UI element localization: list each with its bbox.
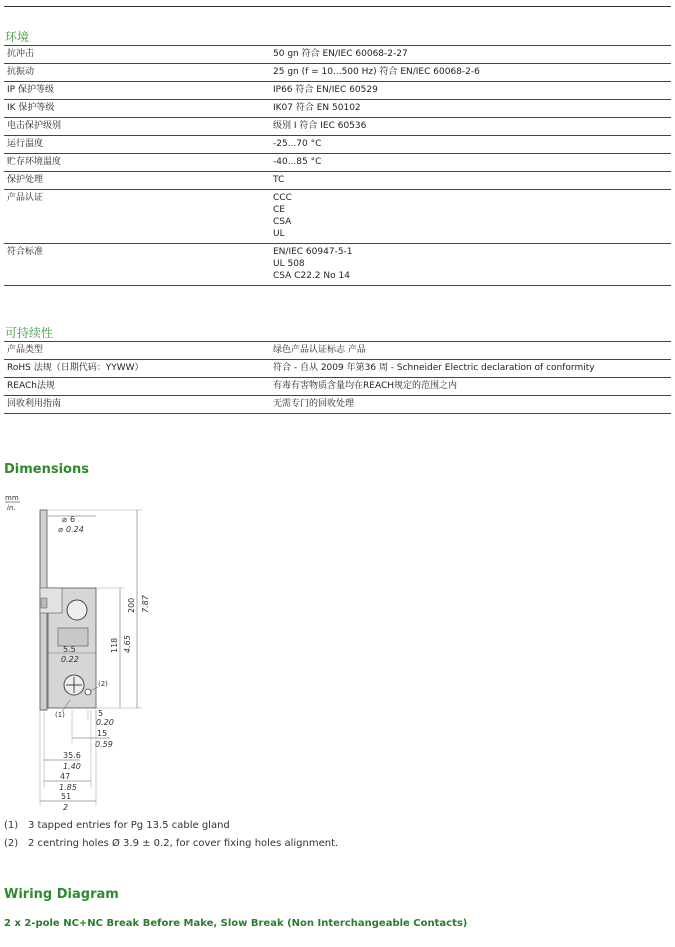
- spec-key: 贮存环境温度: [7, 157, 62, 167]
- spec-value: [270, 396, 671, 414]
- spec-value-line: 有毒有害物质含量均在REACH规定的范围之内: [273, 381, 457, 391]
- spec-value-line: 无需专门的回收处理: [273, 399, 355, 409]
- spec-value-line: CE: [273, 205, 285, 215]
- spec-value-line: CSA: [273, 217, 292, 227]
- spec-value: [270, 360, 671, 378]
- wiring-subtitle: 2 x 2-pole NC+NC Break Before Make, Slow Break (Non Interchangeable Contacts): [4, 918, 468, 929]
- spec-value-line: CCC: [273, 193, 292, 203]
- note-1: (1) 3 tapped entries for Pg 13.5 cable gland: [4, 820, 230, 831]
- spec-key: IP 保护等级: [7, 85, 54, 95]
- spec-key: 抗冲击: [7, 49, 35, 59]
- spec-row: [4, 154, 671, 172]
- dim-0-59: 0.59: [95, 740, 113, 749]
- spec-row: [4, 64, 671, 82]
- spec-row: [4, 342, 671, 360]
- spec-key: 运行温度: [7, 139, 44, 149]
- spec-value-line: 25 gn (f = 10...500 Hz) 符合 EN/IEC 60068-2-6: [273, 67, 480, 77]
- spec-value-line: EN/IEC 60947-5-1: [273, 247, 353, 257]
- spec-value-line: UL: [273, 229, 285, 239]
- dim-1-85: 1.85: [59, 783, 77, 792]
- spec-value: [270, 244, 671, 286]
- spec-key: IK 保护等级: [7, 103, 55, 113]
- spec-key: 符合标准: [7, 247, 44, 257]
- dim-0-20: 0.20: [96, 718, 114, 727]
- dim-35-6: 35.6: [63, 751, 81, 760]
- spec-row: [4, 396, 671, 414]
- spec-row: [4, 172, 671, 190]
- spec-value-line: 50 gn 符合 EN/IEC 60068-2-27: [273, 49, 408, 59]
- dim-5-5: 5.5: [63, 645, 76, 654]
- spec-row: [4, 378, 671, 396]
- spec-value-line: 符合 - 自从 2009 年第36 周 - Schneider Electric declaration of conformity: [273, 363, 595, 373]
- sustainability-title: 可持续性: [5, 326, 54, 340]
- spec-key: 回收利用指南: [7, 399, 62, 409]
- spec-value: [270, 82, 671, 100]
- spec-key: 电击保护级别: [7, 121, 62, 131]
- svg-text:⌀: ⌀: [58, 525, 63, 534]
- spec-value-line: IK07 符合 EN 50102: [273, 103, 361, 113]
- spec-value-line: -40...85 °C: [273, 157, 322, 167]
- dim-5: 5: [98, 709, 104, 718]
- dimensions-drawing: [0, 488, 200, 813]
- spec-key: 产品类型: [7, 345, 44, 355]
- spec-value-line: 绿色产品认证标志 产品: [273, 345, 366, 355]
- spec-value-line: CSA C22.2 No 14: [273, 271, 350, 281]
- spec-row: [4, 136, 671, 154]
- spec-value-line: IP66 符合 EN/IEC 60529: [273, 85, 378, 95]
- spec-value: [270, 46, 671, 64]
- dim-6: 6: [70, 515, 76, 524]
- dim-0-24: 0.24: [66, 525, 84, 534]
- dim-0-22: 0.22: [61, 655, 79, 664]
- spec-key: RoHS 法规（日期代码：YYWW）: [7, 363, 144, 373]
- dim-7-87: 7.87: [141, 595, 150, 613]
- dim-118: 118: [110, 637, 119, 653]
- spec-value: [270, 190, 671, 244]
- spec-key: 抗振动: [7, 67, 35, 77]
- sustainability-table: [4, 341, 671, 414]
- dim-51: 51: [61, 792, 72, 801]
- spec-key: REACh法规: [7, 381, 55, 391]
- dim-1-40: 1.40: [63, 762, 81, 771]
- spec-value-line: UL 508: [273, 259, 305, 269]
- spec-row: [4, 82, 671, 100]
- dim-2: 2: [63, 803, 69, 812]
- dim-4-65: 4.65: [123, 635, 132, 653]
- top-divider: [4, 6, 671, 7]
- dim-47: 47: [60, 772, 71, 781]
- spec-row: [4, 360, 671, 378]
- wiring-title: Wiring Diagram: [4, 887, 119, 902]
- callout-2: (2): [98, 680, 108, 688]
- spec-value: [270, 154, 671, 172]
- note-2: (2) 2 centring holes Ø 3.9 ± 0.2, for cover fixing holes alignment.: [4, 838, 339, 849]
- spec-key: 产品认证: [7, 193, 44, 203]
- spec-value-line: -25...70 °C: [273, 139, 322, 149]
- unit-in: in.: [7, 504, 16, 512]
- dim-15: 15: [97, 729, 108, 738]
- dimensions-title: Dimensions: [4, 462, 89, 477]
- head-circle: [67, 600, 87, 620]
- spec-value: [270, 136, 671, 154]
- environment-title: 环境: [5, 30, 30, 44]
- callout-1: (1): [55, 711, 65, 719]
- spec-value: [270, 378, 671, 396]
- spec-value: [270, 64, 671, 82]
- spec-value: [270, 100, 671, 118]
- spec-value-line: TC: [273, 175, 285, 185]
- unit-mm: mm: [5, 494, 19, 502]
- spec-row: [4, 118, 671, 136]
- spec-value-line: 级别 I 符合 IEC 60536: [273, 121, 367, 131]
- spec-key: 保护处理: [7, 175, 44, 185]
- spec-value: [270, 172, 671, 190]
- spec-row: [4, 244, 671, 286]
- spec-value: [270, 342, 671, 360]
- svg-text:⌀: ⌀: [62, 515, 67, 524]
- dim-200: 200: [127, 597, 136, 613]
- spec-row: [4, 100, 671, 118]
- environment-table: [4, 45, 671, 286]
- spec-row: [4, 190, 671, 244]
- spec-row: [4, 46, 671, 64]
- spec-value: [270, 118, 671, 136]
